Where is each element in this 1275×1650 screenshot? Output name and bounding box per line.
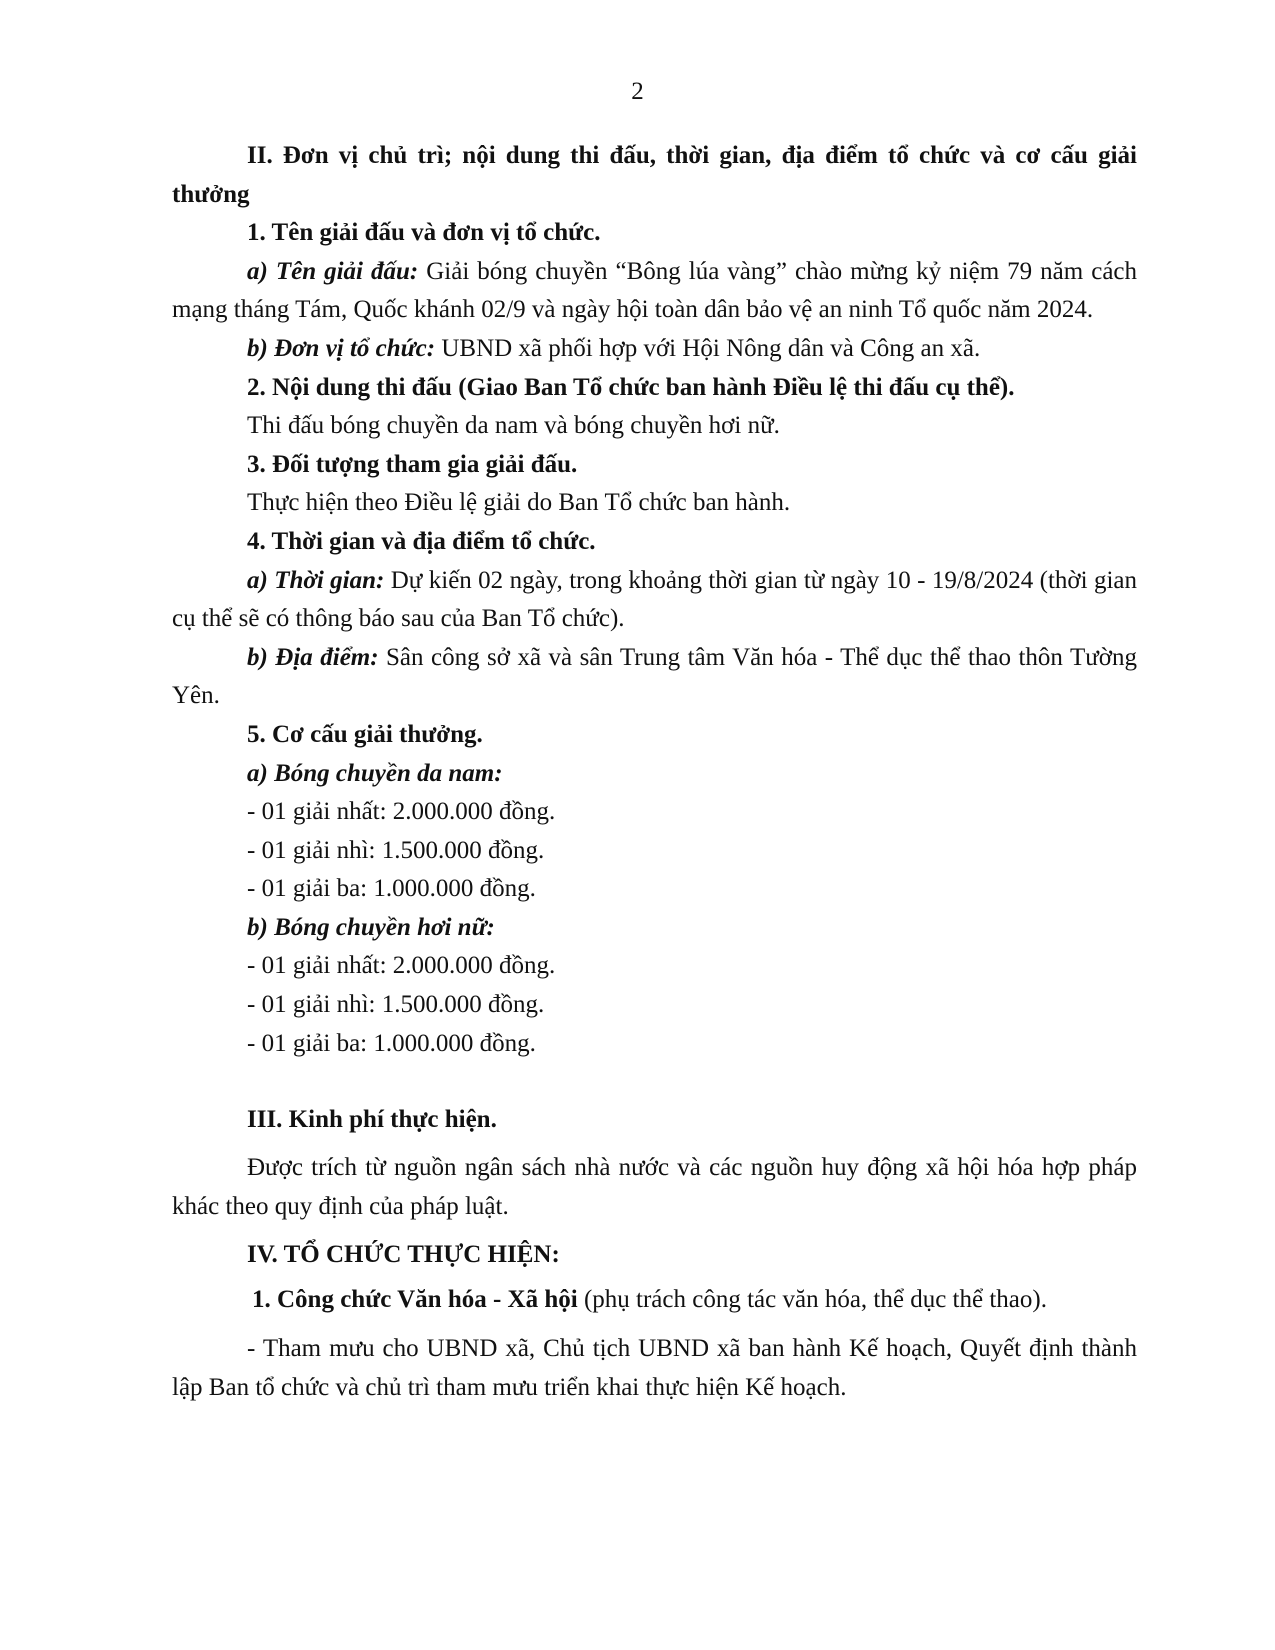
section-3-body bbox=[172, 1149, 1137, 1226]
item-4b-label: b) Địa điểm: bbox=[247, 643, 379, 671]
item-2-heading: 2. Nội dung thi đấu (Giao Ban Tổ chức ban hành Điều lệ thi đấu cụ thể). bbox=[247, 373, 1015, 401]
item-5-heading: 5. Cơ cấu giải thưởng. bbox=[247, 720, 483, 748]
section-3-text: Được trích từ nguồn ngân sách nhà nước và các nguồn huy động xã hội hóa hợp pháp khác theo quy định của pháp luật. bbox=[172, 1154, 1137, 1220]
section-4-heading: IV. TỔ CHỨC THỰC HIỆN: bbox=[247, 1241, 560, 1268]
item-3-heading: 3. Đối tượng tham gia giải đấu. bbox=[247, 450, 578, 478]
item-4a-label: a) Thời gian: bbox=[247, 566, 385, 594]
section-4-item-1-body bbox=[172, 1330, 1137, 1407]
item-1a-label: a) Tên giải đấu: bbox=[247, 257, 419, 285]
item-4-heading: 4. Thời gian và địa điểm tổ chức. bbox=[247, 527, 596, 555]
prize-item: - 01 giải nhất: 2.000.000 đồng. bbox=[247, 798, 556, 826]
page-number: 2 bbox=[631, 78, 644, 105]
section-4-item-1-note: (phụ trách công tác văn hóa, thể dục thể thao). bbox=[577, 1286, 1047, 1313]
section-4-item-1-label: 1. Công chức Văn hóa - Xã hội bbox=[252, 1286, 578, 1313]
item-1b-label: b) Đơn vị tổ chức: bbox=[247, 334, 436, 362]
item-4a-paragraph bbox=[172, 562, 1137, 639]
section-4-item-1-heading bbox=[172, 1281, 1137, 1320]
section-4-item-1 bbox=[172, 1281, 1137, 1320]
item-1a-paragraph bbox=[172, 253, 1137, 330]
section-3 bbox=[172, 1101, 1137, 1140]
section-3-heading: III. Kinh phí thực hiện. bbox=[247, 1106, 497, 1133]
item-2-text: Thi đấu bóng chuyền da nam và bóng chuyền hơi nữ. bbox=[247, 412, 780, 440]
item-1a-text: Giải bóng chuyền “Bông lúa vàng” chào mừng kỷ niệm 79 năm cách mạng tháng Tám, Quốc khánh 02/9 và ngày hội toàn dân bảo vệ an ninh Tổ quốc năm 2024. bbox=[172, 257, 1138, 324]
prize-item: - 01 giải nhất: 2.000.000 đồng. bbox=[247, 952, 556, 980]
section-2 bbox=[172, 137, 1137, 1063]
item-1-heading: 1. Tên giải đấu và đơn vị tổ chức. bbox=[247, 219, 601, 247]
prize-item: - 01 giải ba: 1.000.000 đồng. bbox=[247, 875, 536, 903]
item-5b-label: b) Bóng chuyền hơi nữ: bbox=[247, 913, 495, 941]
item-4b-text: Sân công sở xã và sân Trung tâm Văn hóa - Thể dục thể thao thôn Tường Yên. bbox=[172, 643, 1137, 710]
item-4a-text: Dự kiến 02 ngày, trong khoảng thời gian từ ngày 10 - 19/8/2024 (thời gian cụ thể sẽ có thông báo sau của Ban Tổ chức). bbox=[172, 566, 1137, 633]
section-2-heading: II. Đơn vị chủ trì; nội dung thi đấu, thời gian, địa điểm tổ chức và cơ cấu giải thưởng bbox=[172, 142, 1137, 208]
prize-item: - 01 giải ba: 1.000.000 đồng. bbox=[247, 1029, 536, 1057]
section-4-item-1-paragraph: - Tham mưu cho UBND xã, Chủ tịch UBND xã ban hành Kế hoạch, Quyết định thành lập Ban tổ chức và chủ trì tham mưu triển khai thực hiện Kế hoạch. bbox=[172, 1335, 1137, 1401]
item-4b-paragraph bbox=[172, 639, 1137, 716]
prize-item: - 01 giải nhì: 1.500.000 đồng. bbox=[247, 991, 545, 1019]
section-4 bbox=[172, 1236, 1137, 1275]
item-1b-paragraph bbox=[172, 330, 1137, 369]
item-1b-text: UBND xã phối hợp với Hội Nông dân và Công an xã. bbox=[435, 334, 981, 362]
item-3-text: Thực hiện theo Điều lệ giải do Ban Tổ chức ban hành. bbox=[247, 489, 791, 517]
item-5a-label: a) Bóng chuyền da nam: bbox=[247, 759, 503, 787]
prize-item: - 01 giải nhì: 1.500.000 đồng. bbox=[247, 836, 545, 864]
